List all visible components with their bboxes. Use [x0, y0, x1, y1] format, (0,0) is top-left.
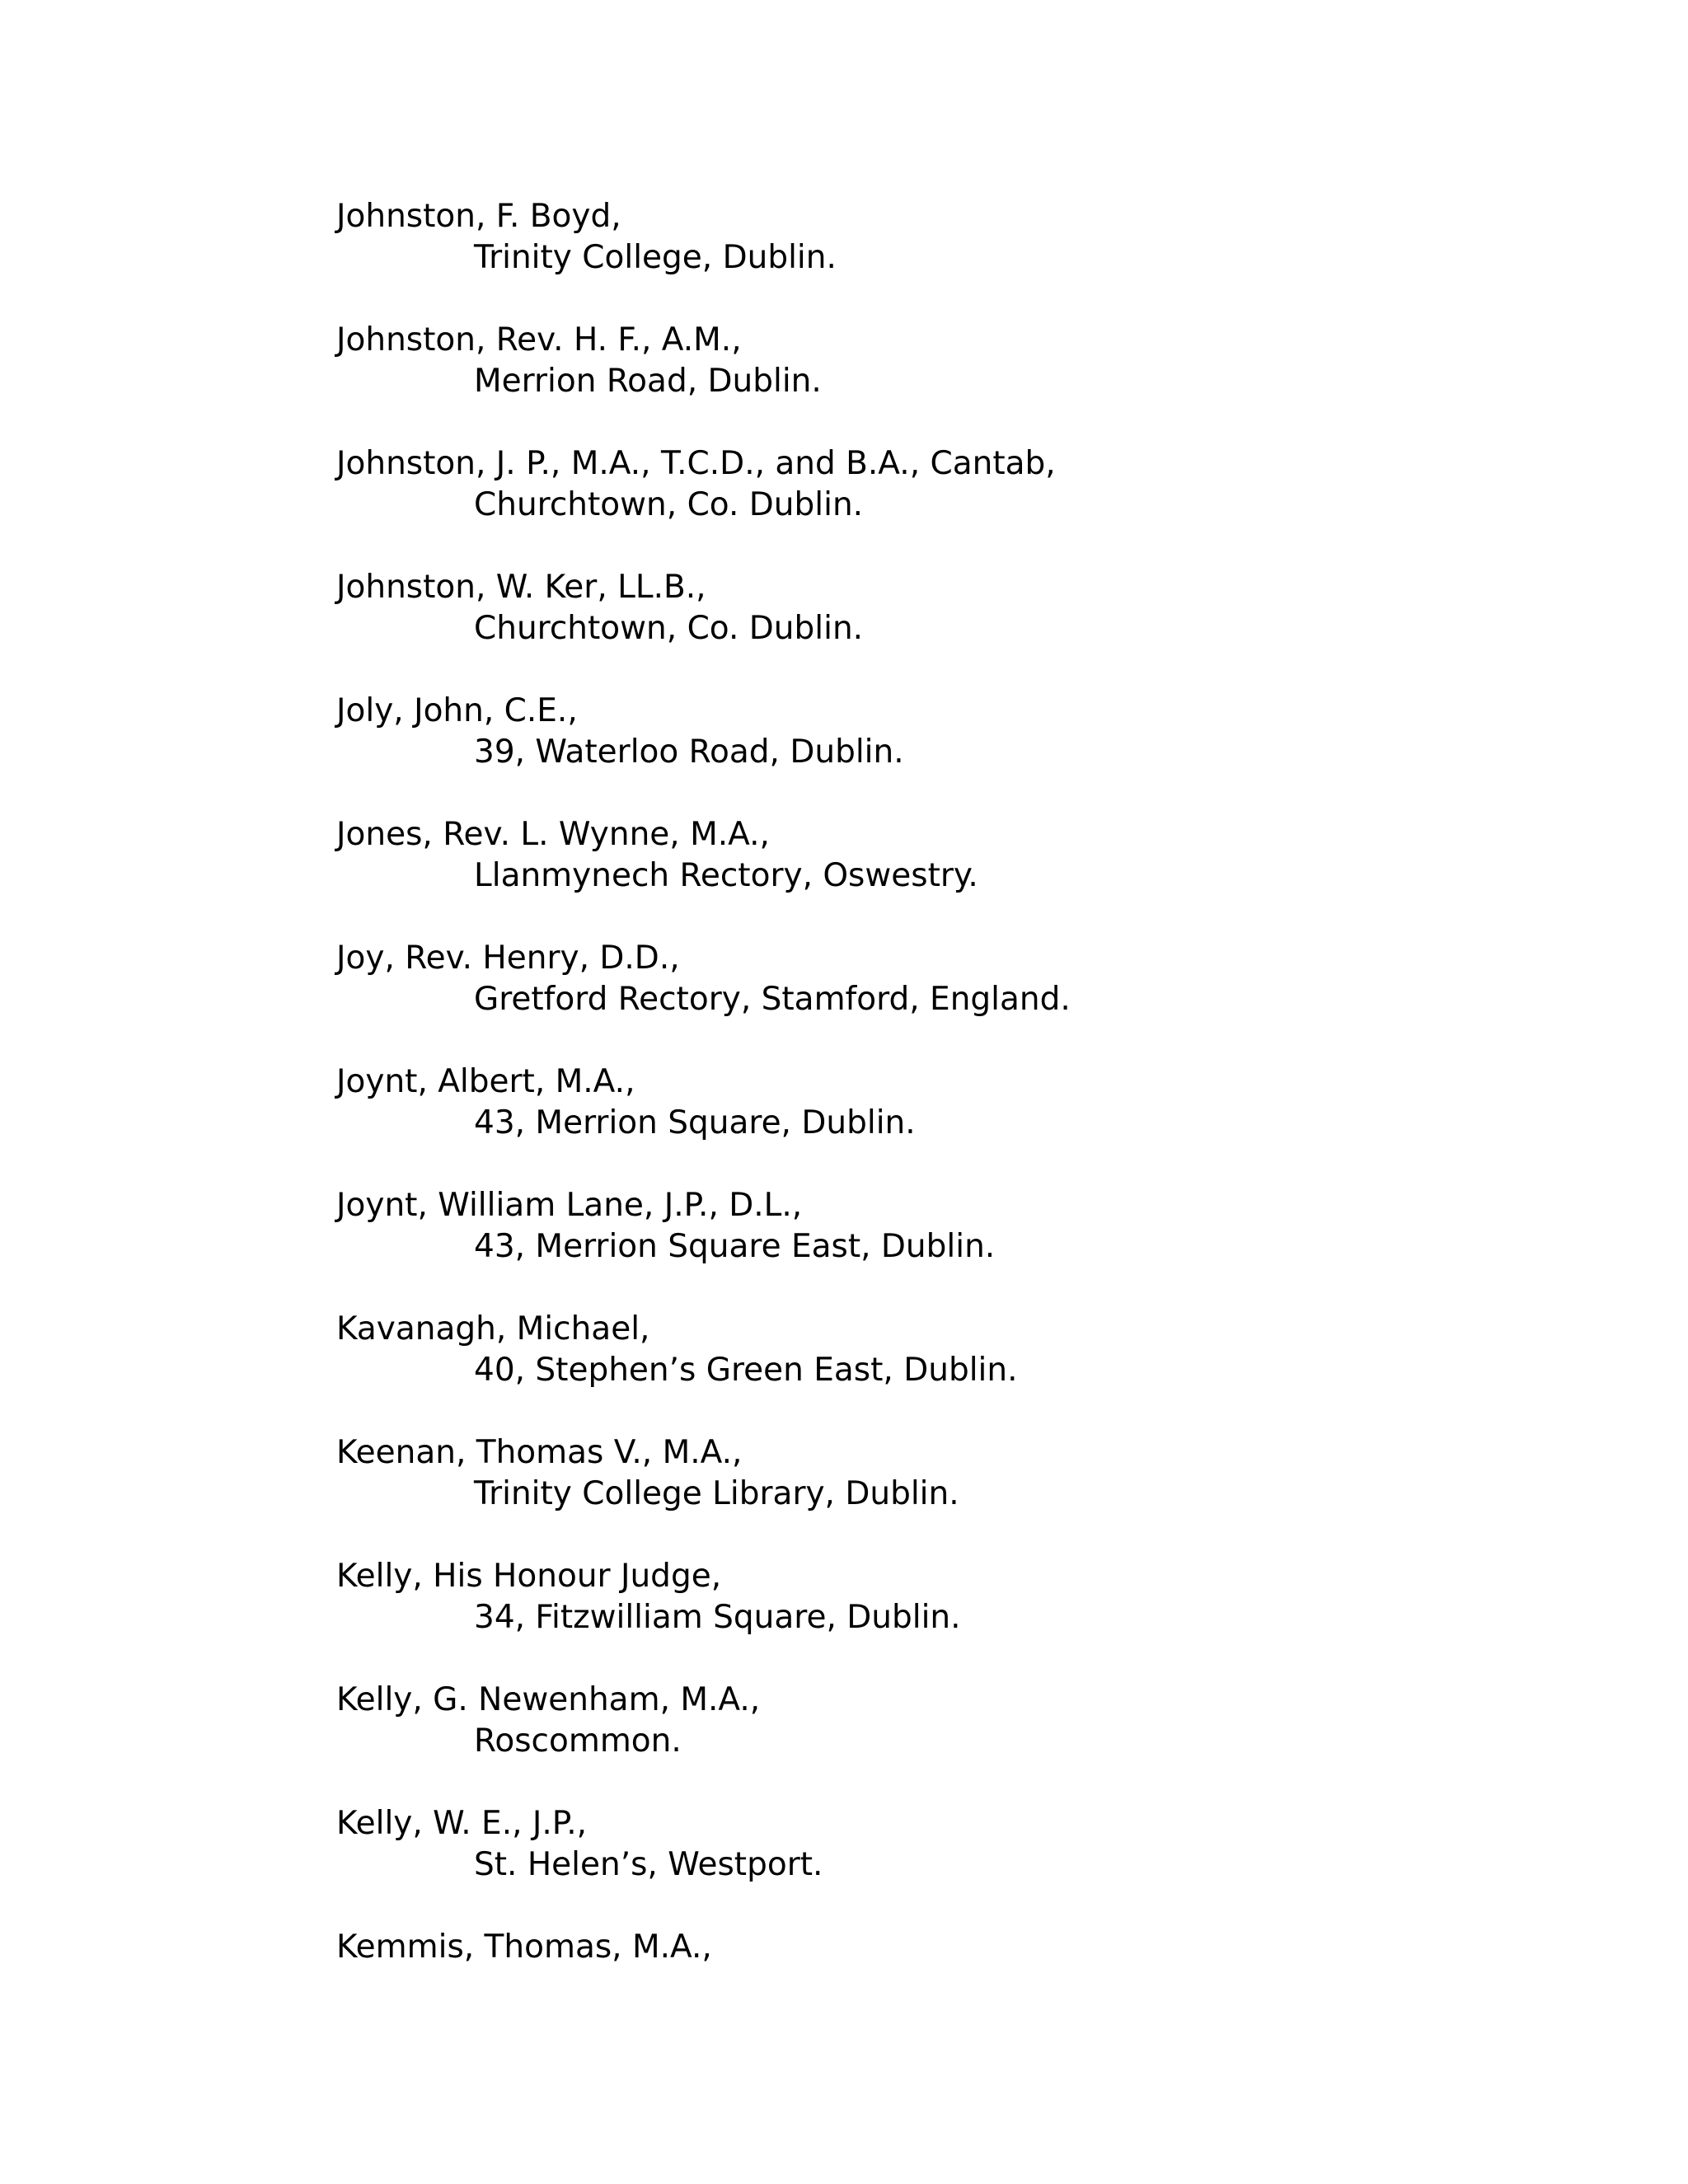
list-item [336, 567, 1490, 691]
member-address: 34, Fitzwilliam Square, Dublin. [474, 1599, 961, 1636]
member-name: Kemmis, Thomas, M.A., [336, 1929, 712, 1966]
member-name: Kelly, His Honour Judge, [336, 1558, 722, 1595]
member-address: 43, Merrion Square East, Dublin. [474, 1228, 996, 1265]
member-name: Jones, Rev. L. Wynne, M.A., [336, 816, 770, 853]
member-address: 39, Waterloo Road, Dublin. [474, 733, 904, 771]
member-name: Johnston, J. P., M.A., T.C.D., and B.A., Cantab, [336, 445, 1056, 482]
list-item [336, 196, 1490, 320]
member-address: 40, Stephen’s Green East, Dublin. [474, 1352, 1018, 1389]
list-item [336, 1062, 1490, 1185]
list-item [336, 1927, 1490, 2050]
member-address: St. Helen’s, Westport. [474, 1846, 823, 1883]
list-item [336, 1185, 1490, 1309]
member-name: Johnston, W. Ker, LL.B., [336, 569, 706, 606]
member-address: Roscommon. [474, 1722, 682, 1760]
member-name: Johnston, F. Boyd, [336, 198, 621, 235]
member-name: Joy, Rev. Henry, D.D., [336, 940, 680, 977]
member-name: Joynt, William Lane, J.P., D.L., [336, 1187, 803, 1224]
member-name: Kavanagh, Michael, [336, 1310, 650, 1347]
member-address: Llanmynech Rectory, Oswestry. [474, 857, 978, 894]
list-item [336, 443, 1490, 567]
member-name: Johnston, Rev. H. F., A.M., [336, 321, 742, 359]
member-name: Joly, John, C.E., [336, 692, 578, 729]
member-address: Gretford Rectory, Stamford, England. [474, 981, 1071, 1018]
member-address: Churchtown, Co. Dublin. [474, 610, 864, 647]
member-address: 43, Merrion Square, Dublin. [474, 1104, 916, 1141]
list-item [336, 1680, 1490, 1803]
member-list [336, 196, 1490, 2050]
member-name: Kelly, G. Newenham, M.A., [336, 1681, 761, 1718]
list-item [336, 814, 1490, 938]
list-item [336, 1803, 1490, 1927]
list-item [336, 691, 1490, 814]
member-address: Merrion Road, Dublin. [474, 363, 822, 400]
member-address: Trinity College, Dublin. [474, 239, 837, 276]
list-item [336, 1556, 1490, 1680]
list-item [336, 1309, 1490, 1432]
list-item [336, 320, 1490, 443]
member-name: Keenan, Thomas V., M.A., [336, 1434, 743, 1471]
member-address: Churchtown, Co. Dublin. [474, 486, 864, 523]
member-name: Kelly, W. E., J.P., [336, 1805, 588, 1842]
list-item [336, 938, 1490, 1062]
list-item [336, 1432, 1490, 1556]
member-address: Trinity College Library, Dublin. [474, 1475, 959, 1512]
member-name: Joynt, Albert, M.A., [336, 1063, 635, 1100]
